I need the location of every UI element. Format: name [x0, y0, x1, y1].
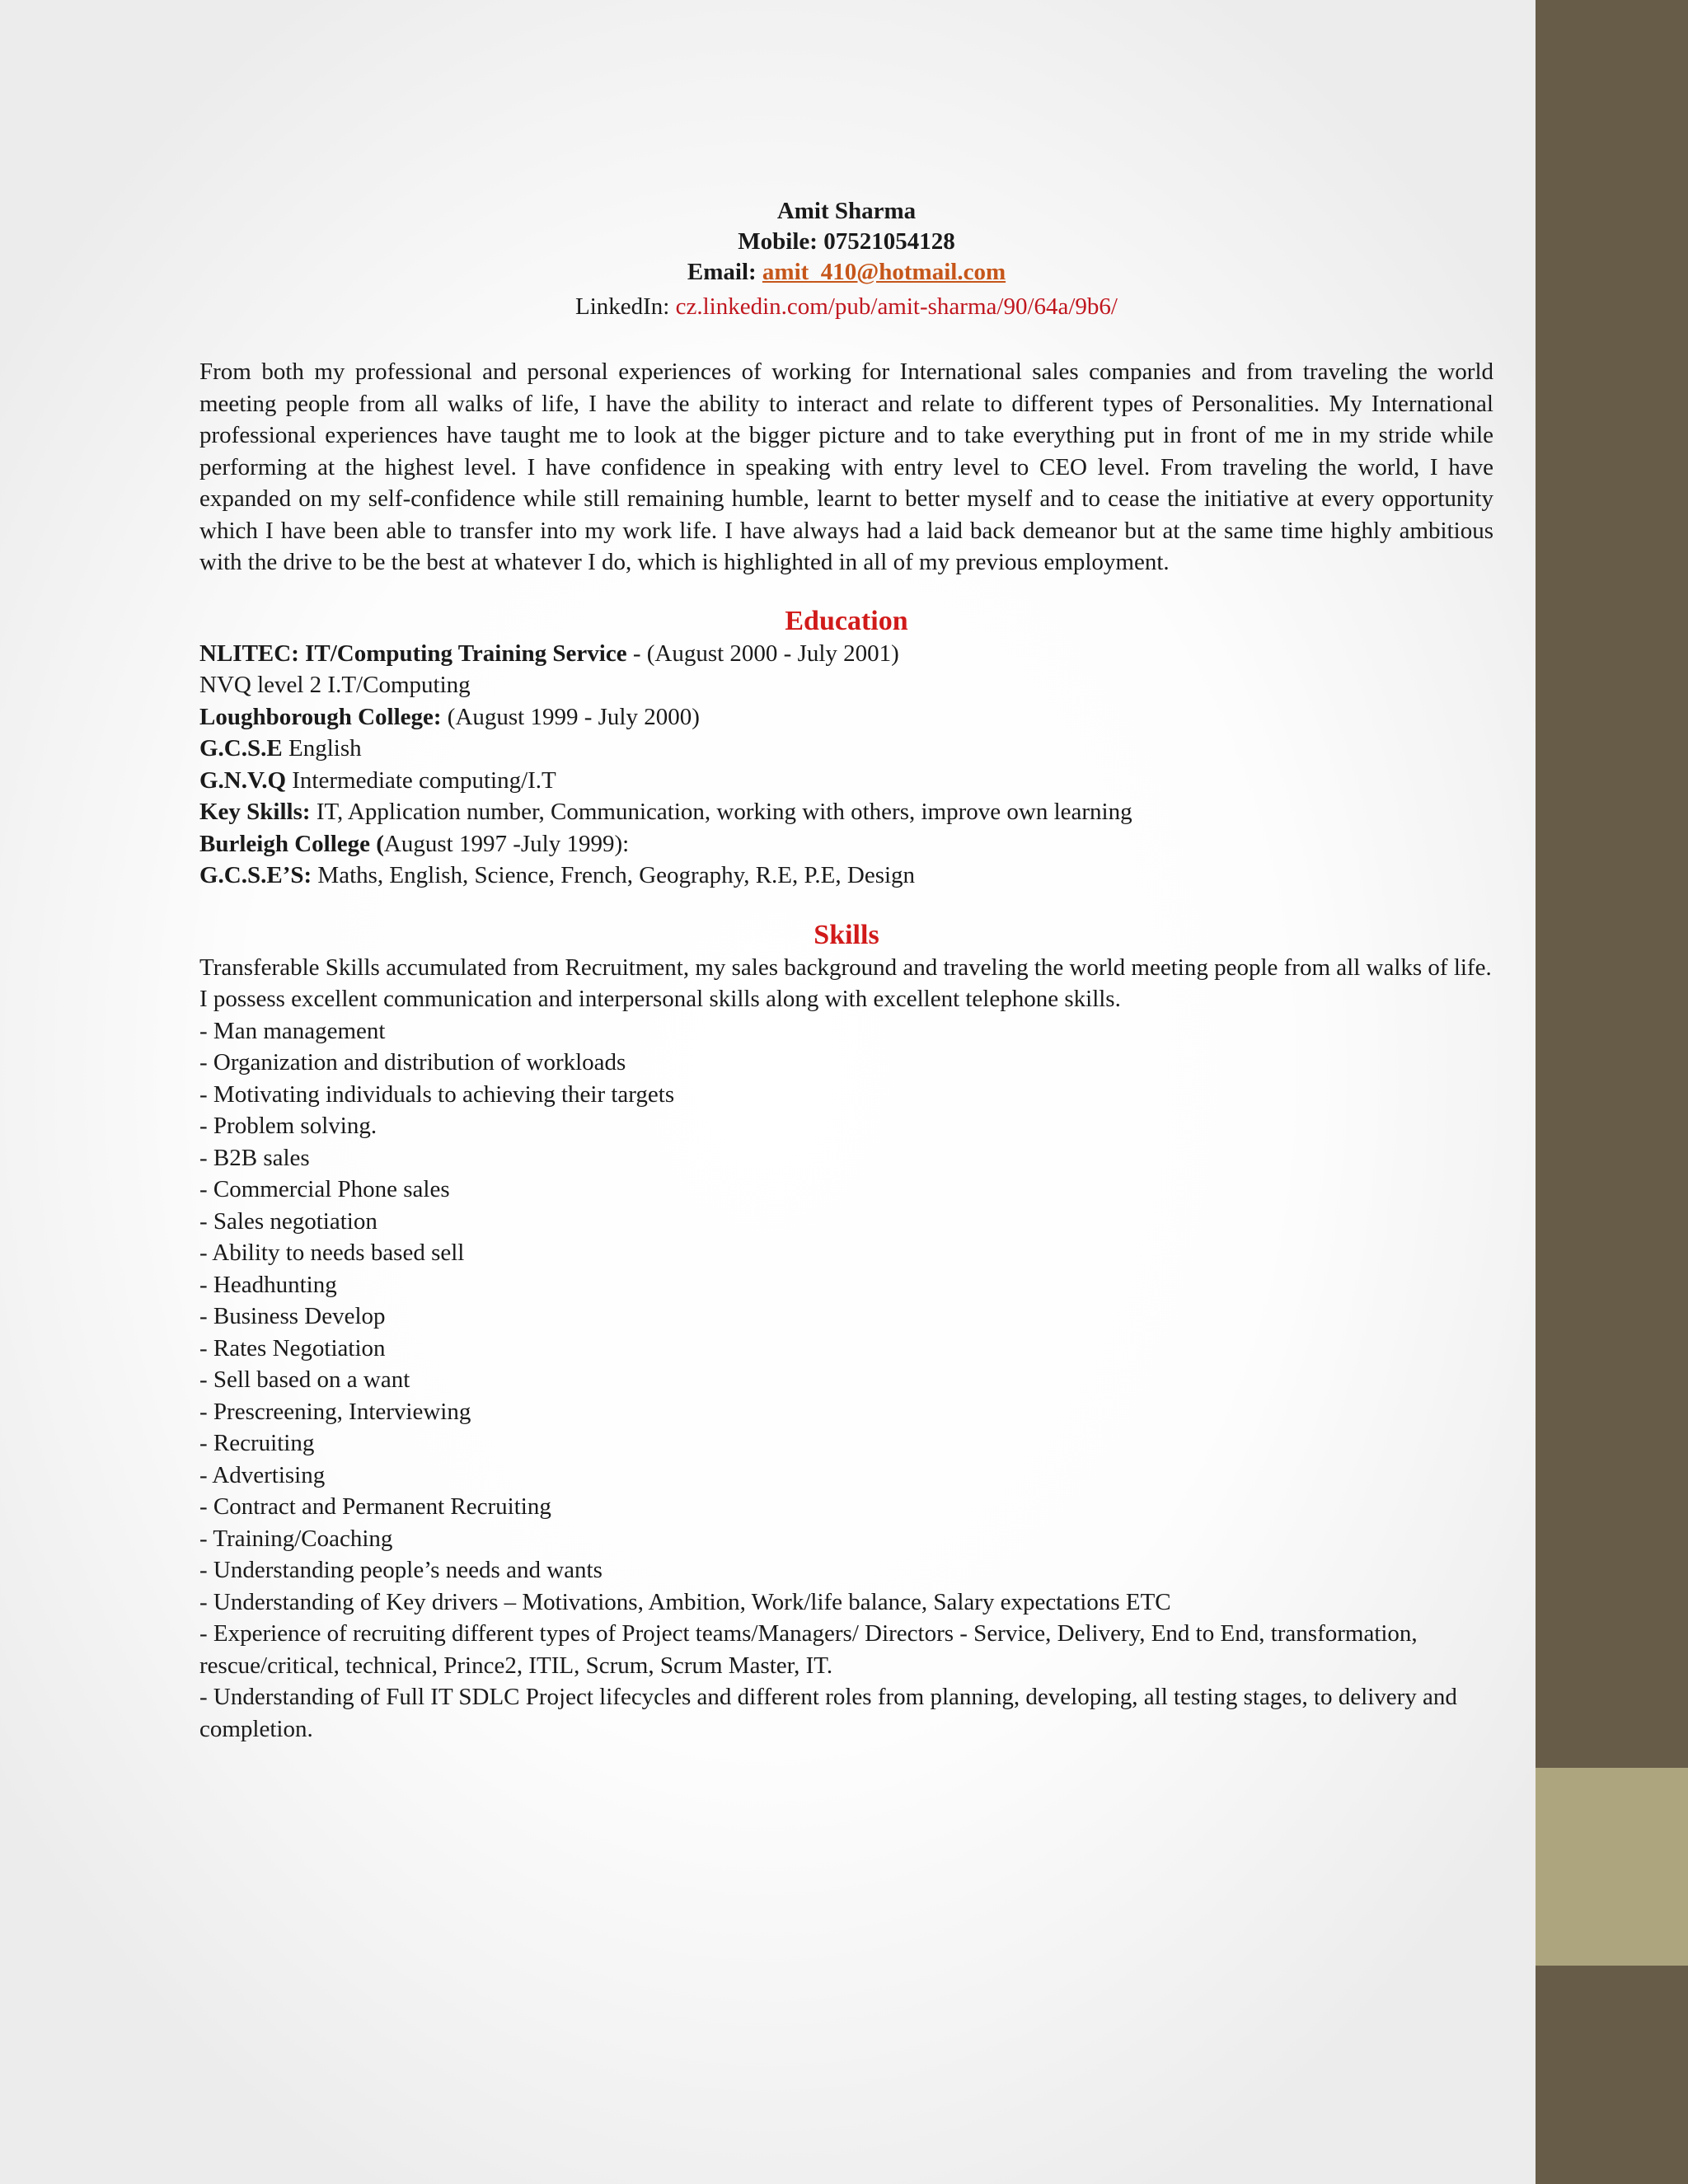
linkedin-row [199, 292, 1493, 322]
skill-item: - Prescreening, Interviewing [199, 1398, 471, 1425]
candidate-name: Amit Sharma [776, 198, 917, 224]
education-line-label: NLITEC: IT/Computing Training Service [199, 640, 627, 667]
education-line-label: Burleigh College ( [199, 830, 384, 857]
skill-item: - Commercial Phone sales [199, 1176, 450, 1202]
skill-item: - B2B sales [199, 1144, 310, 1171]
education-line-text: August 1997 -July 1999): [383, 830, 630, 857]
skill-item-long: - Understanding of Full IT SDLC Project lifecycles and different roles from planning, developing, all testing stages, to delivery and completion. [199, 1684, 1457, 1742]
skill-item: - Organization and distribution of workloads [199, 1049, 626, 1076]
skill-item: - Training/Coaching [199, 1525, 393, 1552]
education-line-label: Key Skills: [199, 799, 311, 825]
education-line-text: Maths, English, Science, French, Geography, R.E, P.E, Design [312, 862, 916, 888]
education-line-label: Loughborough College: [199, 703, 442, 730]
education-line [199, 828, 1493, 860]
education-line-text: - (August 2000 - July 2001) [626, 640, 899, 667]
mobile-label: Mobile: [738, 228, 818, 255]
education-line [199, 701, 1493, 733]
linkedin-link[interactable]: cz.linkedin.com/pub/amit-sharma/90/64a/9b6/ [675, 293, 1118, 320]
skill-item: - Motivating individuals to achieving their targets [199, 1080, 675, 1108]
education-line [199, 860, 1493, 892]
education-line [199, 638, 1493, 670]
education-line-text: Intermediate computing/I.T [286, 766, 556, 794]
skill-item: - Problem solving. [199, 1113, 377, 1139]
education-line-text: English [282, 735, 362, 762]
skill-item: - Sales negotiation [199, 1207, 377, 1235]
education-line-label: G.N.V.Q [199, 766, 287, 794]
linkedin-label: LinkedIn: [575, 293, 670, 320]
education-line [199, 765, 1493, 797]
skill-item: - Understanding of Key drivers – Motivations, Ambition, Work/life balance, Salary expectations ETC [199, 1588, 1171, 1615]
education-line [199, 733, 1493, 765]
skill-item-long: - Experience of recruiting different types of Project teams/Managers/ Directors - Service, Delivery, End to End, transformation, rescue/critical, technical, Prince2, ITIL, Scrum, Scrum Master, IT. [199, 1620, 1418, 1679]
side-decor-accent [1536, 1768, 1688, 1966]
resume-page [199, 196, 1493, 1745]
skills-list [199, 1015, 1493, 1619]
education-line [199, 796, 1493, 828]
contact-header [199, 196, 1493, 322]
skill-item: - Contract and Permanent Recruiting [199, 1493, 551, 1520]
skill-item: - Business Develop [199, 1303, 386, 1329]
skills-heading: Skills [814, 919, 879, 950]
email-label: Email: [687, 259, 757, 285]
education-heading: Education [785, 605, 908, 636]
profile-summary: From both my professional and personal experiences of working for International sales companies and from traveling the world meeting people from all walks of life, I have the ability to interact and relate to different types of Personalities. My International professional experiences have taught me to look at the bigger picture and to take everything put in front of me in my stride while performing at the highest level. I have confidence in speaking with entry level to CEO level. From traveling the world, I have expanded on my self-confidence while still remaining humble, learnt to better myself and to cease the initiative at every opportunity which I have been able to transfer into my work life. I have always had a laid back demeanor but at the same time highly ambitious with the drive to be the best at whatever I do, which is highlighted in all of my previous employment. [199, 359, 1493, 575]
skill-item: - Sell based on a want [199, 1366, 410, 1393]
skills-long-list [199, 1618, 1493, 1745]
mobile-row [199, 227, 1493, 257]
education-line-text: NVQ level 2 I.T/Computing [199, 672, 471, 698]
skill-item: - Recruiting [199, 1430, 315, 1456]
email-row [199, 257, 1493, 288]
skill-item: - Rates Negotiation [199, 1334, 386, 1361]
skill-item: - Ability to needs based sell [199, 1240, 465, 1266]
skill-item: - Man management [199, 1017, 386, 1044]
education-line-label: G.C.S.E’S: [199, 862, 312, 888]
education-line-text: (August 1999 - July 2000) [441, 703, 700, 730]
skill-item: - Headhunting [199, 1271, 337, 1298]
mobile-value: 07521054128 [823, 228, 955, 255]
skill-item: - Advertising [199, 1461, 326, 1488]
email-link[interactable]: amit_410@hotmail.com [762, 259, 1006, 285]
skill-item: - Understanding people’s needs and wants [199, 1557, 603, 1583]
education-line [199, 669, 1493, 701]
education-line-text: IT, Application number, Communication, working with others, improve own learning [310, 799, 1132, 825]
skills-intro: Transferable Skills accumulated from Recruitment, my sales background and traveling the world meeting people from all walks of life. I possess excellent communication and interpersonal skills along with excellent telephone skills. [199, 954, 1492, 1012]
education-list [199, 638, 1493, 892]
education-line-label: G.C.S.E [199, 735, 283, 762]
